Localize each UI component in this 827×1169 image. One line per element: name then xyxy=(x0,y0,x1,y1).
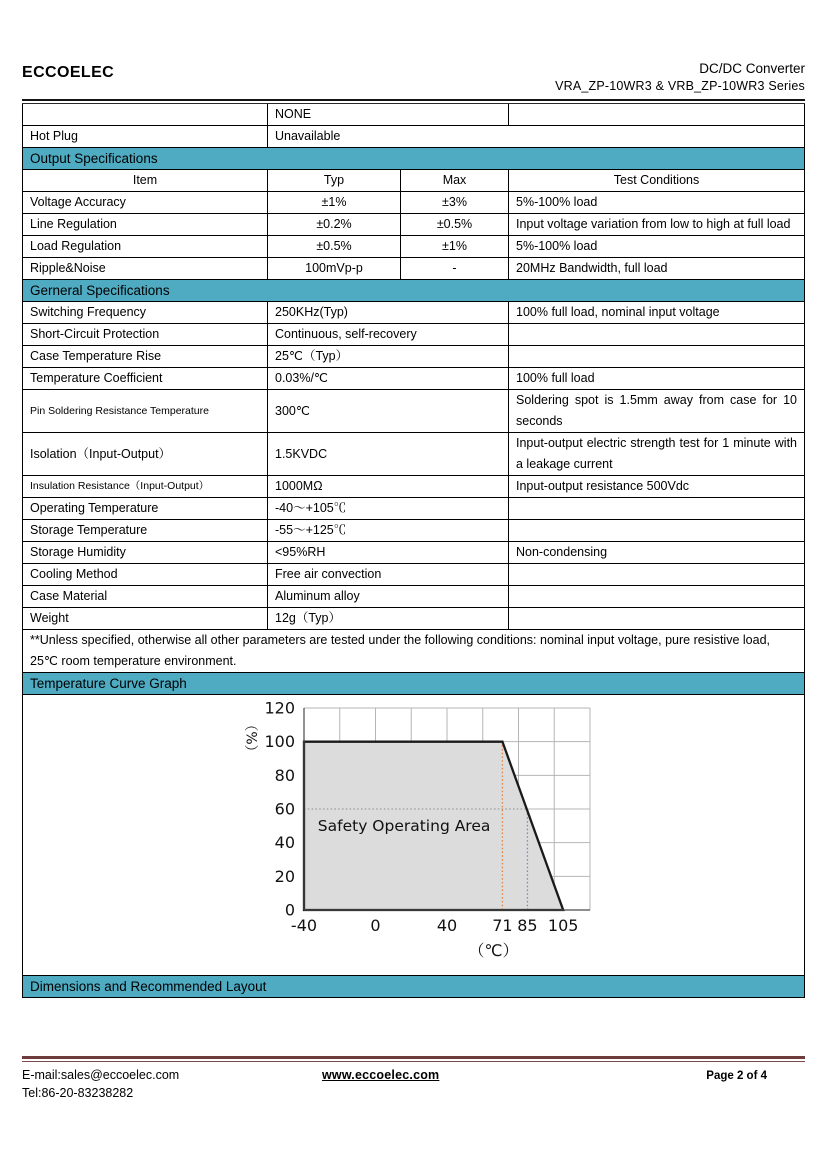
svg-text:0: 0 xyxy=(284,900,295,920)
column-header: Test Conditions xyxy=(509,170,805,192)
spec-cell: 300℃ xyxy=(268,390,509,433)
spec-cell xyxy=(509,346,805,368)
spec-cell: 25℃（Typ） xyxy=(268,346,509,368)
section-row xyxy=(23,280,805,302)
spec-cell: Ripple&Noise xyxy=(23,258,268,280)
table-row xyxy=(23,192,805,214)
section-header-dimensions-and-recommended-layout: Dimensions and Recommended Layout xyxy=(23,976,805,998)
header-right xyxy=(555,60,805,94)
spec-cell: Isolation（Input-Output） xyxy=(23,433,268,476)
column-header: Typ xyxy=(268,170,401,192)
spec-cell xyxy=(23,104,268,126)
svg-text:-40: -40 xyxy=(290,916,318,935)
spec-cell: 1.5KVDC xyxy=(268,433,509,476)
spec-cell: Hot Plug xyxy=(23,126,268,148)
table-row xyxy=(23,390,805,433)
table-row xyxy=(23,542,805,564)
spec-cell: NONE xyxy=(268,104,509,126)
spec-cell: 5%-100% load xyxy=(509,236,805,258)
svg-text:100: 100 xyxy=(264,732,295,752)
page-header xyxy=(22,60,805,94)
table-row xyxy=(23,368,805,390)
svg-text:40: 40 xyxy=(436,916,458,935)
spec-cell: 20MHz Bandwidth, full load xyxy=(509,258,805,280)
temperature-curve-chart xyxy=(30,695,797,975)
table-row xyxy=(23,433,805,476)
spec-cell: Non-condensing xyxy=(509,542,805,564)
spec-cell: ±0.5% xyxy=(401,214,509,236)
spec-cell: 250KHz(Typ) xyxy=(268,302,509,324)
spec-cell: -40～+105℃ xyxy=(268,498,509,520)
chart-row xyxy=(23,695,805,976)
table-row xyxy=(23,520,805,542)
table-row xyxy=(23,236,805,258)
spec-cell: Free air convection xyxy=(268,564,509,586)
spec-cell: Input-output resistance 500Vdc xyxy=(509,476,805,498)
table-row xyxy=(23,324,805,346)
spec-cell: ±1% xyxy=(268,192,401,214)
spec-cell: Operating Temperature xyxy=(23,498,268,520)
spec-cell xyxy=(509,498,805,520)
spec-cell: ±0.5% xyxy=(268,236,401,258)
page-content xyxy=(22,0,805,998)
company-logo-text: ECCOELEC xyxy=(22,64,115,81)
spec-cell: Case Material xyxy=(23,586,268,608)
spec-cell: Pin Soldering Resistance Temperature xyxy=(23,390,268,433)
spec-cell xyxy=(509,520,805,542)
svg-text:80: 80 xyxy=(274,765,295,785)
footer-email: E-mail:sales@eccoelec.com xyxy=(22,1068,180,1082)
spec-cell: Weight xyxy=(23,608,268,630)
spec-cell: Temperature Coefficient xyxy=(23,368,268,390)
spec-cell: 1000MΩ xyxy=(268,476,509,498)
svg-text:60: 60 xyxy=(274,799,295,819)
footer-tel: Tel:86-20-83238282 xyxy=(22,1085,134,1100)
footer-rule xyxy=(22,1056,805,1062)
spec-cell: Storage Temperature xyxy=(23,520,268,542)
spec-cell: - xyxy=(401,258,509,280)
spec-cell: ±3% xyxy=(401,192,509,214)
spec-cell: 100% full load xyxy=(509,368,805,390)
spec-cell: Load Regulation xyxy=(23,236,268,258)
spec-cell: 100mVp-p xyxy=(268,258,401,280)
spec-cell xyxy=(509,104,805,126)
spec-cell: Insulation Resistance（Input-Output） xyxy=(23,476,268,498)
spec-cell: 5%-100% load xyxy=(509,192,805,214)
spec-cell xyxy=(509,586,805,608)
footer-page-number: Page 2 of 4 xyxy=(706,1070,767,1082)
page-footer xyxy=(22,1056,805,1102)
svg-text:20: 20 xyxy=(274,866,295,886)
section-row xyxy=(23,976,805,998)
spec-cell: Continuous, self-recovery xyxy=(268,324,509,346)
product-title: DC/DC Converter xyxy=(699,61,805,76)
svg-text:85: 85 xyxy=(517,916,538,935)
spec-cell xyxy=(509,324,805,346)
spec-cell: Storage Humidity xyxy=(23,542,268,564)
section-row xyxy=(23,673,805,695)
spec-cell: Unavailable xyxy=(268,126,805,148)
section-header-gerneral-specifications: Gerneral Specifications xyxy=(23,280,805,302)
spec-cell: Short-Circuit Protection xyxy=(23,324,268,346)
spec-cell: 0.03%/℃ xyxy=(268,368,509,390)
column-header: Item xyxy=(23,170,268,192)
svg-text:120: 120 xyxy=(264,698,295,718)
chart-cell xyxy=(23,695,805,976)
table-row xyxy=(23,214,805,236)
svg-text:0: 0 xyxy=(370,916,381,935)
specifications-table xyxy=(22,104,805,998)
table-row xyxy=(23,104,805,126)
spec-cell: Cooling Method xyxy=(23,564,268,586)
svg-text:40: 40 xyxy=(274,833,295,853)
spec-cell: ±1% xyxy=(401,236,509,258)
table-row xyxy=(23,476,805,498)
spec-cell xyxy=(509,608,805,630)
svg-text:105: 105 xyxy=(547,916,579,935)
test-conditions-note: **Unless specified, otherwise all other parameters are tested under the following conditions: nominal input voltage, pure resistive load, 25℃ room temperature environment. xyxy=(23,630,805,673)
temperature-curve-svg xyxy=(227,698,617,973)
spec-cell: ±0.2% xyxy=(268,214,401,236)
table-row xyxy=(23,126,805,148)
svg-text:（%）: （%） xyxy=(245,717,261,759)
series-title: VRA_ZP-10WR3 & VRB_ZP-10WR3 Series xyxy=(555,79,805,93)
table-row xyxy=(23,302,805,324)
svg-text:71: 71 xyxy=(492,916,513,935)
table-row xyxy=(23,564,805,586)
table-row xyxy=(23,586,805,608)
column-header: Max xyxy=(401,170,509,192)
spec-cell: Voltage Accuracy xyxy=(23,192,268,214)
section-row xyxy=(23,148,805,170)
spec-cell: Aluminum alloy xyxy=(268,586,509,608)
footer-website-link[interactable]: www.eccoelec.com xyxy=(322,1068,440,1082)
spec-cell: Switching Frequency xyxy=(23,302,268,324)
spec-cell: 12g（Typ） xyxy=(268,608,509,630)
svg-text:（℃）: （℃） xyxy=(468,941,519,960)
table-row xyxy=(23,498,805,520)
table-row xyxy=(23,258,805,280)
table-row xyxy=(23,346,805,368)
spec-cell: Soldering spot is 1.5mm away from case for 10 seconds xyxy=(509,390,805,433)
section-header-output-specifications: Output Specifications xyxy=(23,148,805,170)
note-row xyxy=(23,630,805,673)
spec-cell: Input-output electric strength test for 1 minute with a leakage current xyxy=(509,433,805,476)
column-header-row xyxy=(23,170,805,192)
table-row xyxy=(23,608,805,630)
section-header-temperature-curve-graph: Temperature Curve Graph xyxy=(23,673,805,695)
svg-text:Safety Operating Area: Safety Operating Area xyxy=(317,816,491,835)
spec-cell: Line Regulation xyxy=(23,214,268,236)
spec-cell: Case Temperature Rise xyxy=(23,346,268,368)
spec-cell: <95%RH xyxy=(268,542,509,564)
spec-cell: -55～+125℃ xyxy=(268,520,509,542)
spec-cell: Input voltage variation from low to high at full load xyxy=(509,214,805,236)
spec-cell xyxy=(509,564,805,586)
spec-cell: 100% full load, nominal input voltage xyxy=(509,302,805,324)
